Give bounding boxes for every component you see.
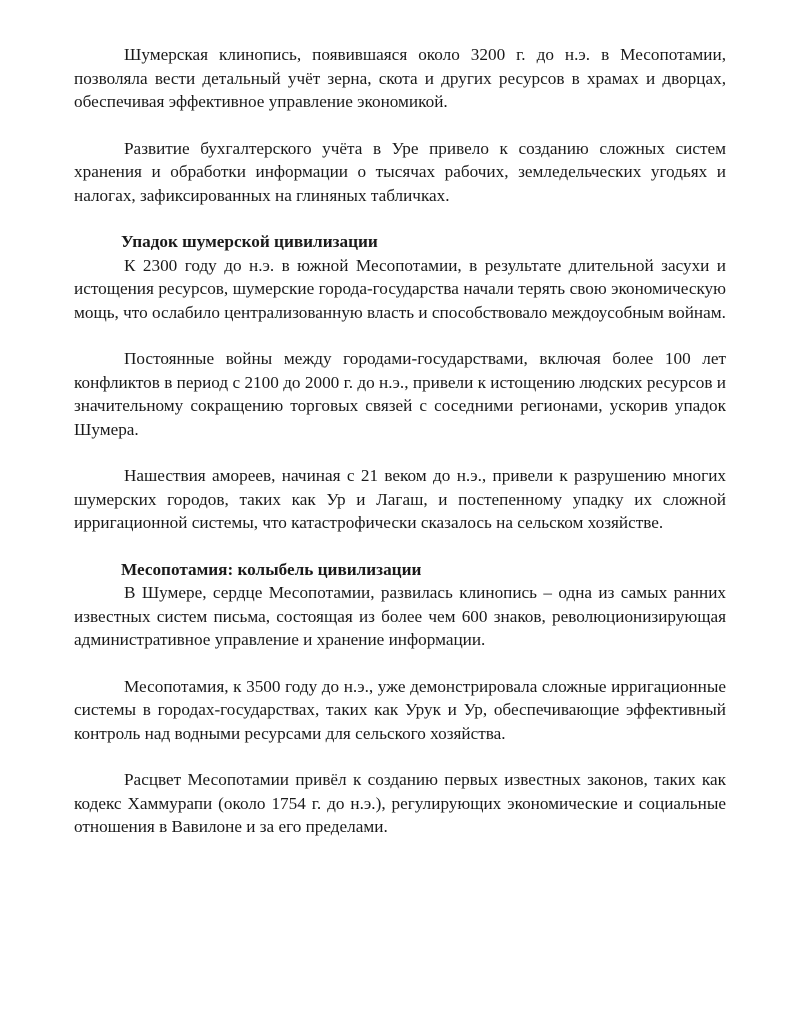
decline-paragraph-2: Постоянные войны между городами-государствами, включая более 100 лет конфликтов в период с 2100 до 2000 г. до н.э., привели к истощению людских ресурсов и значительному сокращению торговых связей с соседними регионами, ускорив упадок Шумера.	[74, 349, 726, 439]
intro-paragraph-2: Развитие бухгалтерского учёта в Уре привело к созданию сложных систем хранения и обработки информации о тысячах рабочих, земледельческих угодьях и налогах, зафиксированных на глиняных табличках.	[74, 138, 726, 205]
section-decline	[74, 230, 726, 535]
cradle-paragraph-2: Месопотамия, к 3500 году до н.э., уже демонстрировала сложные ирригационные системы в городах-государствах, таких как Урук и Ур, обеспечивающие эффективный контроль над водными ресурсами для сельского хозяйства.	[74, 676, 726, 743]
section-cradle	[74, 558, 726, 839]
cradle-paragraph-1: В Шумере, сердце Месопотамии, развилась клинопись – одна из самых ранних известных систем письма, состоящая из более чем 600 знаков, революционизирующая административное управление и хранение информации.	[74, 583, 726, 649]
decline-paragraph-1: К 2300 году до н.э. в южной Месопотамии, в результате длительной засухи и истощения ресурсов, шумерские города-государства начали терять свою экономическую мощь, что ослабило централизованную власть и способствовало междоусобным войнам.	[74, 255, 726, 322]
cradle-paragraph-3: Расцвет Месопотамии привёл к созданию первых известных законов, таких как кодекс Хаммурапи (около 1754 г. до н.э.), регулирующих экономические и социальные отношения в Вавилоне и за его пределами.	[74, 770, 726, 836]
intro-paragraph-1: Шумерская клинопись, появившаяся около 3200 г. до н.э. в Месопотамии, позволяла вести детальный учёт зерна, скота и других ресурсов в храмах и дворцах, обеспечивая эффективное управление экономикой.	[74, 45, 726, 111]
section-heading-decline: Упадок шумерской цивилизации	[121, 232, 378, 251]
decline-paragraph-3: Нашествия амореев, начиная с 21 веком до н.э., привели к разрушению многих шумерских городов, таких как Ур и Лагаш, и постепенному упадку их сложной ирригационной системы, что катастрофически сказалось на сельском хозяйстве.	[74, 466, 726, 532]
section-heading-cradle: Месопотамия: колыбель цивилизации	[121, 559, 422, 579]
document-page	[74, 43, 726, 839]
